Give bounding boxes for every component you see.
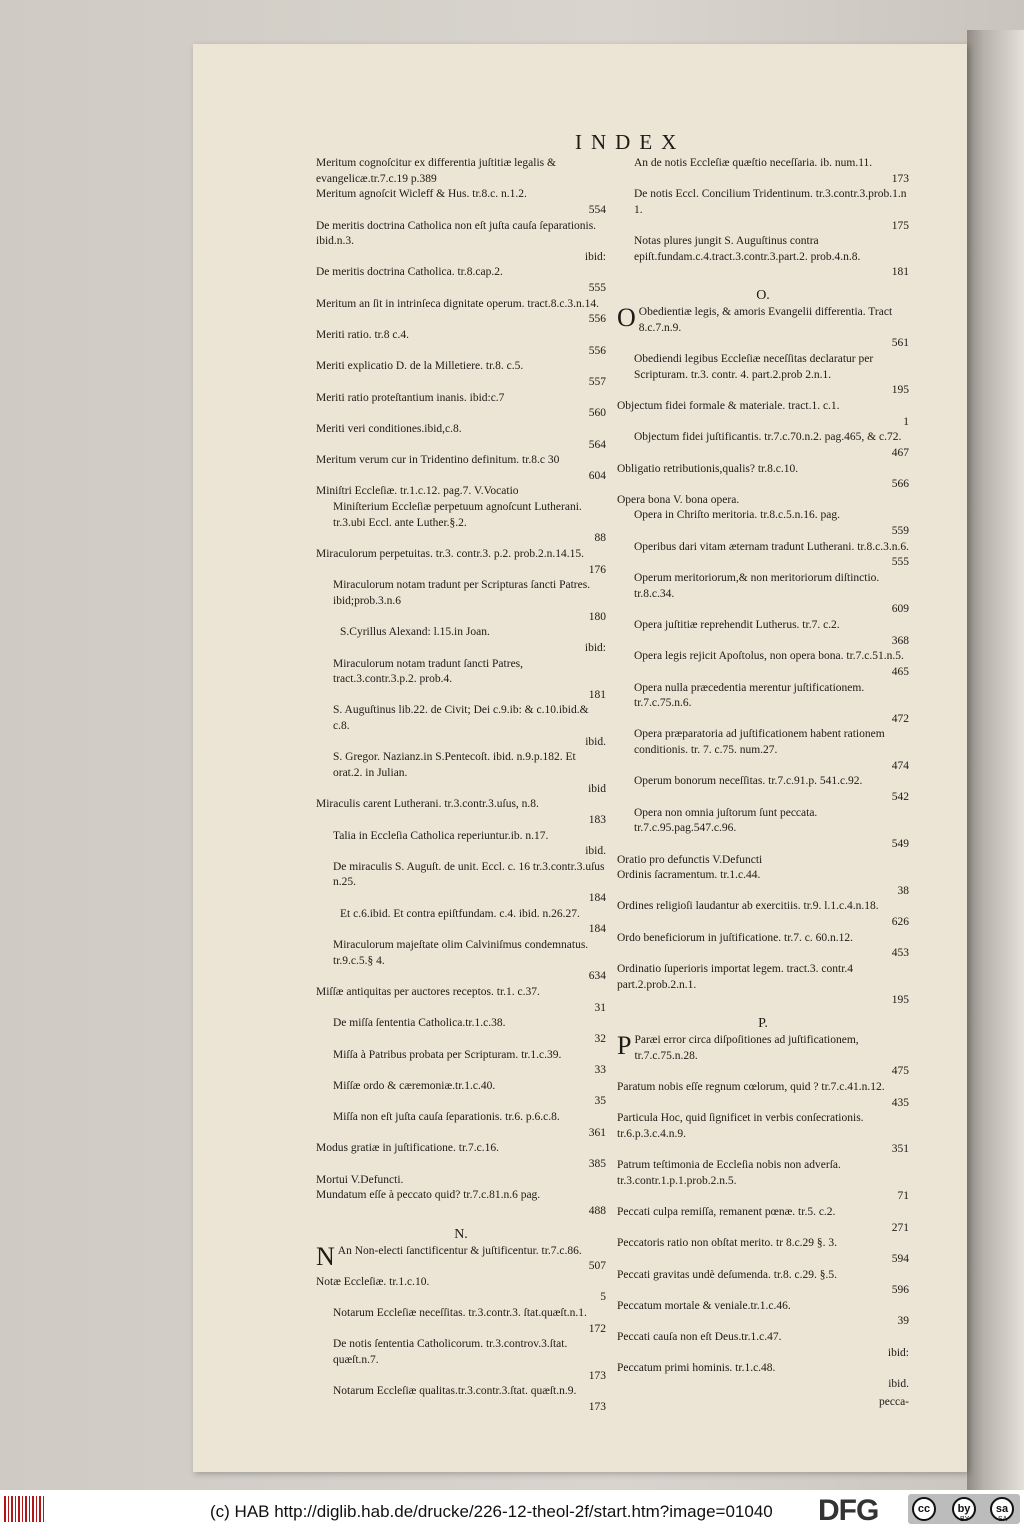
entry-text: Notarum Eccleſiæ qualitas.tr.3.contr.3.ſtat. quæſt.n.9. bbox=[333, 1385, 577, 1398]
by-label: BY bbox=[960, 1516, 970, 1523]
entry-text: Meritum agnoſcit Wicleff & Hus. tr.8.c. n.1.2. bbox=[316, 188, 527, 201]
index-entry bbox=[617, 234, 909, 281]
entry-text: Paræi error circa diſpoſitiones ad juſtificationem, tr.7.c.75.n.28. bbox=[634, 1033, 859, 1062]
index-entry bbox=[316, 547, 606, 578]
entry-text: Meriti ratio proteſtantium inanis. ibid:c.7 bbox=[316, 391, 505, 404]
entry-page-ref: ibid. bbox=[585, 735, 606, 748]
entry-text: Ordo beneficiorum in juſtificatione. tr.7. c. 60.n.12. bbox=[617, 931, 854, 944]
entry-page-ref: 554 bbox=[588, 203, 606, 216]
index-entry bbox=[617, 1080, 909, 1111]
entry-text: Meritum cognoſcitur ex differentia juſtitiæ legalis & evangelicæ.tr.7.c.19 p.389 bbox=[316, 157, 556, 185]
index-entry bbox=[316, 156, 606, 187]
index-entry bbox=[617, 618, 909, 649]
entry-text: Miſſæ ordo & cæremoniæ.tr.1.c.40. bbox=[333, 1079, 496, 1092]
index-entry bbox=[617, 430, 909, 461]
entry-page-ref: 38 bbox=[897, 884, 909, 897]
entry-text: Miſſæ antiquitas per auctores receptos. tr.1. c.37. bbox=[316, 985, 540, 998]
entry-page-ref: 555 bbox=[891, 556, 909, 569]
entry-text: De miraculis S. Auguſt. de unit. Eccl. c. 16 tr.3.contr.3.uſus n.25. bbox=[333, 860, 605, 889]
by-icon: by bbox=[952, 1497, 976, 1521]
entry-text: Ordinis ſacramentum. tr.1.c.44. bbox=[617, 869, 761, 882]
index-entry bbox=[617, 462, 909, 493]
entry-text: Miraculorum notam tradunt ſancti Patres, tract.3.contr.3.p.2. prob.4. bbox=[333, 657, 524, 686]
entry-page-ref: 561 bbox=[891, 337, 909, 350]
entry-page-ref: 175 bbox=[891, 219, 909, 232]
index-entry bbox=[316, 265, 606, 296]
entry-text: Meritum verum cur in Tridentino definitum. tr.8.c 30 bbox=[316, 454, 560, 467]
entry-page-ref: 634 bbox=[588, 970, 606, 983]
entry-text: Notarum Eccleſiæ neceſſitas. tr.3.contr.3. ſtat.quæſt.n.1. bbox=[333, 1307, 587, 1320]
entry-text: Miſſa non eſt juſta cauſa ſeparationis. tr.6. p.6.c.8. bbox=[333, 1111, 560, 1124]
index-entry bbox=[316, 750, 606, 797]
entry-page-ref: 472 bbox=[891, 712, 909, 725]
entry-text: Opera nulla præcedentia merentur juſtificationem. tr.7.c.75.n.6. bbox=[634, 681, 865, 710]
index-entry bbox=[316, 625, 606, 656]
entry-page-ref: 351 bbox=[891, 1143, 909, 1156]
entry-text: Mortui V.Defuncti. bbox=[316, 1173, 404, 1186]
entry-page-ref: 560 bbox=[588, 407, 606, 420]
entry-page-ref: 566 bbox=[891, 478, 909, 491]
entry-text: Miraculis carent Lutherani. tr.3.contr.3.uſus, n.8. bbox=[316, 798, 539, 811]
index-entry bbox=[316, 829, 606, 860]
entry-text: Operibus dari vitam æternam tradunt Lutherani. tr.8.c.3.n.6. bbox=[634, 540, 909, 553]
index-entry bbox=[617, 399, 909, 430]
index-entry bbox=[316, 1173, 606, 1189]
index-entry bbox=[617, 305, 909, 352]
index-entry bbox=[617, 1236, 909, 1267]
index-entry bbox=[617, 868, 909, 899]
initial-letter: N bbox=[316, 1241, 335, 1271]
index-entry bbox=[316, 1048, 606, 1079]
index-entry bbox=[316, 1275, 606, 1306]
entry-page-ref: 361 bbox=[588, 1126, 606, 1139]
index-entry bbox=[617, 774, 909, 805]
index-entry bbox=[617, 1299, 909, 1330]
entry-text: Oratio pro defunctis V.Defuncti bbox=[617, 853, 763, 866]
initial-letter: P bbox=[617, 1030, 632, 1060]
index-entry bbox=[617, 681, 909, 728]
sa-label: SA bbox=[998, 1516, 1008, 1523]
entry-page-ref: 488 bbox=[588, 1204, 606, 1217]
entry-text: Miſſa à Patribus probata per Scripturam. tr.1.c.39. bbox=[333, 1048, 562, 1061]
dfg-logo: DFG bbox=[818, 1494, 879, 1527]
entry-page-ref: 453 bbox=[891, 947, 909, 960]
entry-page-ref: 475 bbox=[891, 1065, 909, 1078]
entry-page-ref: 594 bbox=[891, 1252, 909, 1265]
index-entry bbox=[316, 1241, 606, 1275]
index-entry bbox=[617, 187, 909, 234]
index-entry bbox=[617, 1030, 909, 1080]
entry-text: Et c.6.ibid. Et contra epiſtfundam. c.4. ibid. n.26.27. bbox=[340, 907, 580, 920]
entry-page-ref: 1 bbox=[903, 415, 909, 428]
catchword: pecca- bbox=[879, 1395, 909, 1408]
entry-text: Operum bonorum neceſſitas. tr.7.c.91.p. 541.c.92. bbox=[634, 775, 863, 788]
index-entry bbox=[617, 853, 909, 869]
entry-text: Opera legis rejicit Apoſtolus, non opera bona. tr.7.c.51.n.5. bbox=[634, 650, 904, 663]
entry-page-ref: 173 bbox=[588, 1369, 606, 1382]
index-entry bbox=[617, 156, 909, 187]
entry-text: Opera non omnia juſtorum ſunt peccata. tr.7.c.95.pag.547.c.96. bbox=[634, 806, 818, 835]
entry-page-ref: 555 bbox=[588, 282, 606, 295]
entry-text: Notas plures jungit S. Auguſtinus contra epiſt.fundam.c.4.tract.3.contr.3.part.2. prob.4.n.8. bbox=[634, 235, 861, 263]
entry-text: Particula Hoc, quid ſignificet in verbis conſecrationis. tr.6.p.3.c.4.n.9. bbox=[617, 1112, 864, 1140]
entry-page-ref: 184 bbox=[588, 923, 606, 936]
cc-license-badge[interactable] bbox=[908, 1494, 1020, 1524]
entry-text: Talia in Eccleſia Catholica reperiuntur.ib. n.17. bbox=[333, 829, 549, 842]
index-entry bbox=[316, 359, 606, 390]
entry-text: Meriti veri conditiones.ibid,c.8. bbox=[316, 422, 462, 435]
entry-text: Peccati cauſa non eſt Deus.tr.1.c.47. bbox=[617, 1331, 782, 1344]
index-entry bbox=[316, 938, 606, 985]
index-entry bbox=[316, 500, 606, 547]
entry-text: Peccatum primi hominis. tr.1.c.48. bbox=[617, 1362, 776, 1375]
entry-page-ref: ibid. bbox=[585, 845, 606, 858]
entry-text: De notis Eccl. Concilium Tridentinum. tr.3.contr.3.prob.1.n 1. bbox=[634, 188, 907, 216]
index-entry bbox=[316, 907, 606, 938]
entry-page-ref: ibid bbox=[588, 782, 606, 795]
index-entry bbox=[316, 1141, 606, 1172]
entry-text: Modus gratiæ in juſtificatione. tr.7.c.16. bbox=[316, 1142, 500, 1155]
entry-page-ref: 564 bbox=[588, 438, 606, 451]
entry-text: Paratum nobis eſſe regnum cœlorum, quid ? tr.7.c.41.n.12. bbox=[617, 1080, 885, 1093]
entry-page-ref: 549 bbox=[891, 837, 909, 850]
index-entry bbox=[316, 297, 606, 328]
entry-text: Meritum an ſit in intrinſeca dignitate operum. tract.8.c.3.n.14. bbox=[316, 297, 599, 310]
entry-page-ref: 33 bbox=[594, 1064, 606, 1077]
entry-text: Miniſterium Eccleſiæ perpetuum agnoſcunt Lutherani. tr.3.ubi Eccl. ante Luther.§.2. bbox=[333, 501, 582, 529]
entry-page-ref: 88 bbox=[594, 532, 606, 545]
entry-page-ref: 542 bbox=[891, 790, 909, 803]
entry-text: Obedientiæ legis, & amoris Evangelii differentia. Tract 8.c.7.n.9. bbox=[638, 306, 893, 334]
entry-page-ref: 604 bbox=[588, 469, 606, 482]
entry-text: De notis ſententia Catholicorum. tr.3.controv.3.ſtat. quæſt.n.7. bbox=[333, 1338, 568, 1367]
index-entry bbox=[617, 1361, 909, 1392]
entry-text: Miraculorum perpetuitas. tr.3. contr.3. p.2. prob.2.n.14.15. bbox=[316, 548, 584, 561]
entry-text: Ordinatio ſuperioris importat legem. tract.3. contr.4 part.2.prob.2.n.1. bbox=[617, 963, 854, 991]
entry-page-ref: 180 bbox=[588, 610, 606, 623]
section-letter: N. bbox=[454, 1226, 468, 1242]
entry-page-ref: 557 bbox=[588, 375, 606, 388]
section-letter: P. bbox=[758, 1015, 768, 1031]
index-entry bbox=[617, 540, 909, 571]
index-entry bbox=[316, 1110, 606, 1141]
index-column-right bbox=[617, 156, 909, 1411]
index-entry bbox=[316, 484, 606, 500]
index-entry bbox=[617, 931, 909, 962]
entry-text: Patrum teſtimonia de Eccleſia nobis non adverſa. tr.3.contr.1.p.1.prob.2.n.5. bbox=[617, 1159, 841, 1187]
index-entry bbox=[316, 422, 606, 453]
entry-page-ref: 626 bbox=[891, 916, 909, 929]
entry-page-ref: 467 bbox=[891, 446, 909, 459]
entry-text: S.Cyrillus Alexand: l.15.in Joan. bbox=[340, 626, 490, 639]
entry-text: Peccatoris ratio non obſtat merito. tr 8.c.29 §. 3. bbox=[617, 1237, 838, 1250]
entry-page-ref: ibid: bbox=[887, 1346, 909, 1359]
entry-page-ref: 172 bbox=[588, 1322, 606, 1335]
entry-page-ref: 71 bbox=[897, 1190, 909, 1203]
entry-text: S. Auguſtinus lib.22. de Civit; Dei c.9.ib: & c.10.ibid.& c.8. bbox=[333, 704, 589, 733]
entry-page-ref: 385 bbox=[588, 1158, 606, 1170]
entry-text: Opera præparatoria ad juſtificationem habent rationem conditionis. tr. 7. c.75. num.27. bbox=[634, 728, 885, 757]
index-entry bbox=[316, 657, 606, 704]
entry-page-ref: 559 bbox=[891, 525, 909, 538]
index-entry bbox=[316, 1079, 606, 1110]
entry-page-ref: 183 bbox=[588, 813, 606, 826]
index-entry bbox=[316, 578, 606, 625]
book-edge bbox=[967, 30, 1024, 1490]
entry-page-ref: 173 bbox=[891, 172, 909, 185]
entry-page-ref: 368 bbox=[891, 634, 909, 647]
entry-text: De meritis doctrina Catholica. tr.8.cap.2. bbox=[316, 266, 503, 279]
entry-page-ref: 184 bbox=[588, 892, 606, 905]
entry-page-ref: 195 bbox=[891, 994, 909, 1007]
entry-text: Miraculorum majeſtate olim Calviniſmus condemnatus. tr.9.c.5.§ 4. bbox=[333, 939, 589, 967]
index-entry bbox=[617, 571, 909, 618]
entry-page-ref: 32 bbox=[594, 1032, 606, 1045]
entry-text: Obligatio retributionis,qualis? tr.8.c.10. bbox=[617, 462, 799, 475]
index-column-left bbox=[316, 156, 606, 1416]
entry-page-ref: 173 bbox=[588, 1400, 606, 1413]
index-entry bbox=[316, 1337, 606, 1384]
index-entry bbox=[316, 703, 606, 750]
entry-text: Opera bona V. bona opera. bbox=[617, 493, 740, 506]
entry-page-ref: 181 bbox=[891, 266, 909, 279]
index-entry bbox=[316, 1188, 606, 1219]
entry-text: Meriti ratio. tr.8 c.4. bbox=[316, 329, 409, 342]
entry-text: Operum meritoriorum,& non meritoriorum diſtinctio. tr.8.c.34. bbox=[634, 572, 880, 600]
entry-text: Opera juſtitiæ reprehendit Lutherus. tr.7. c.2. bbox=[634, 618, 840, 631]
entry-text: Peccatum mortale & veniale.tr.1.c.46. bbox=[617, 1299, 791, 1312]
entry-page-ref: 39 bbox=[897, 1315, 909, 1328]
index-entry bbox=[316, 187, 606, 218]
entry-text: An Non-electi ſanctificentur & juſtificentur. tr.7.c.86. bbox=[337, 1244, 582, 1257]
index-entry bbox=[316, 1016, 606, 1047]
entry-page-ref: ibid. bbox=[888, 1378, 909, 1391]
initial-letter: O bbox=[617, 303, 636, 333]
index-entry bbox=[316, 797, 606, 828]
index-entry bbox=[617, 899, 909, 930]
index-entry bbox=[617, 352, 909, 399]
entry-page-ref: 474 bbox=[891, 759, 909, 772]
index-entry bbox=[617, 1205, 909, 1236]
entry-text: Ordines religioſi laudantur ab exercitiis. tr.9. l.1.c.4.n.18. bbox=[617, 900, 879, 913]
index-entry bbox=[617, 1158, 909, 1205]
entry-page-ref: 507 bbox=[588, 1260, 606, 1273]
entry-text: An de notis Eccleſiæ quæſtio neceſſaria. ib. num.11. bbox=[634, 157, 873, 169]
entry-text: Objectum fidei formale & materiale. tract.1. c.1. bbox=[617, 399, 840, 412]
hab-barcode-icon bbox=[4, 1496, 44, 1522]
entry-text: Miniſtri Eccleſiæ. tr.1.c.12. pag.7. V.Vocatio bbox=[316, 485, 519, 498]
index-entry bbox=[617, 1330, 909, 1361]
index-entry bbox=[316, 860, 606, 907]
index-entry bbox=[316, 1306, 606, 1337]
entry-text: Notæ Eccleſiæ. tr.1.c.10. bbox=[316, 1275, 430, 1288]
copyright-link[interactable]: (c) HAB http://diglib.hab.de/drucke/226-12-theol-2f/start.htm?image=01040 bbox=[210, 1502, 773, 1521]
entry-text: S. Gregor. Nazianz.in S.Pentecoſt. ibid. n.9.p.182. Et orat.2. in Julian. bbox=[333, 751, 576, 779]
entry-page-ref: 195 bbox=[891, 384, 909, 397]
index-entry bbox=[617, 649, 909, 680]
index-entry bbox=[617, 1268, 909, 1299]
entry-text: Meriti explicatio D. de la Milletiere. tr.8. c.5. bbox=[316, 360, 524, 373]
entry-page-ref: 176 bbox=[588, 563, 606, 576]
entry-page-ref: 31 bbox=[594, 1001, 606, 1014]
entry-text: Miraculorum notam tradunt per Scripturas ſancti Patres. ibid;prob.3.n.6 bbox=[333, 579, 591, 607]
entry-page-ref: 556 bbox=[588, 344, 606, 357]
entry-text: Peccati gravitas undè deſumenda. tr.8. c.29. §.5. bbox=[617, 1268, 838, 1281]
entry-page-ref: 556 bbox=[588, 313, 606, 326]
entry-page-ref: 5 bbox=[600, 1291, 606, 1304]
entry-page-ref: ibid: bbox=[584, 250, 606, 263]
index-entry bbox=[316, 985, 606, 1016]
section-letter: O. bbox=[756, 288, 770, 304]
entry-page-ref: ibid: bbox=[584, 641, 606, 654]
entry-text: De meritis doctrina Catholica non eſt juſta cauſa ſeparationis. ibid.n.3. bbox=[316, 219, 597, 248]
entry-text: Opera in Chriſto meritoria. tr.8.c.5.n.16. pag. bbox=[634, 509, 840, 522]
sa-icon: sa bbox=[990, 1497, 1014, 1521]
index-entry bbox=[617, 962, 909, 1009]
entry-text: Mundatum eſſe à peccato quid? tr.7.c.81.n.6 pag. bbox=[316, 1189, 541, 1202]
index-entry bbox=[617, 806, 909, 853]
entry-text: Peccati culpa remiſſa, remanent pœnæ. tr.5. c.2. bbox=[617, 1206, 836, 1218]
index-entry bbox=[316, 1384, 606, 1415]
index-entry bbox=[617, 493, 909, 509]
entry-page-ref: 435 bbox=[891, 1096, 909, 1109]
entry-page-ref: 181 bbox=[588, 688, 606, 701]
page-header: INDEX bbox=[575, 130, 686, 154]
entry-text: Obediendi legibus Eccleſiæ neceſſitas declaratur per Scripturam. tr.3. contr. 4. part.2.prob 2.n.1. bbox=[634, 353, 874, 381]
index-entry bbox=[617, 508, 909, 539]
index-entry bbox=[316, 391, 606, 422]
cc-icon: cc bbox=[912, 1497, 936, 1521]
entry-page-ref: 609 bbox=[891, 603, 909, 616]
index-entry bbox=[316, 453, 606, 484]
entry-page-ref: 596 bbox=[891, 1284, 909, 1297]
entry-page-ref: 35 bbox=[594, 1095, 606, 1108]
index-entry bbox=[617, 1111, 909, 1158]
entry-page-ref: 271 bbox=[891, 1221, 909, 1234]
entry-text: Objectum fidei juſtificantis. tr.7.c.70.n.2. pag.465, & c.72. bbox=[634, 431, 902, 444]
entry-text: De miſſa ſententia Catholica.tr.1.c.38. bbox=[333, 1017, 506, 1030]
index-entry bbox=[316, 219, 606, 266]
index-entry bbox=[316, 328, 606, 359]
entry-page-ref: 465 bbox=[891, 665, 909, 678]
index-entry bbox=[617, 727, 909, 774]
